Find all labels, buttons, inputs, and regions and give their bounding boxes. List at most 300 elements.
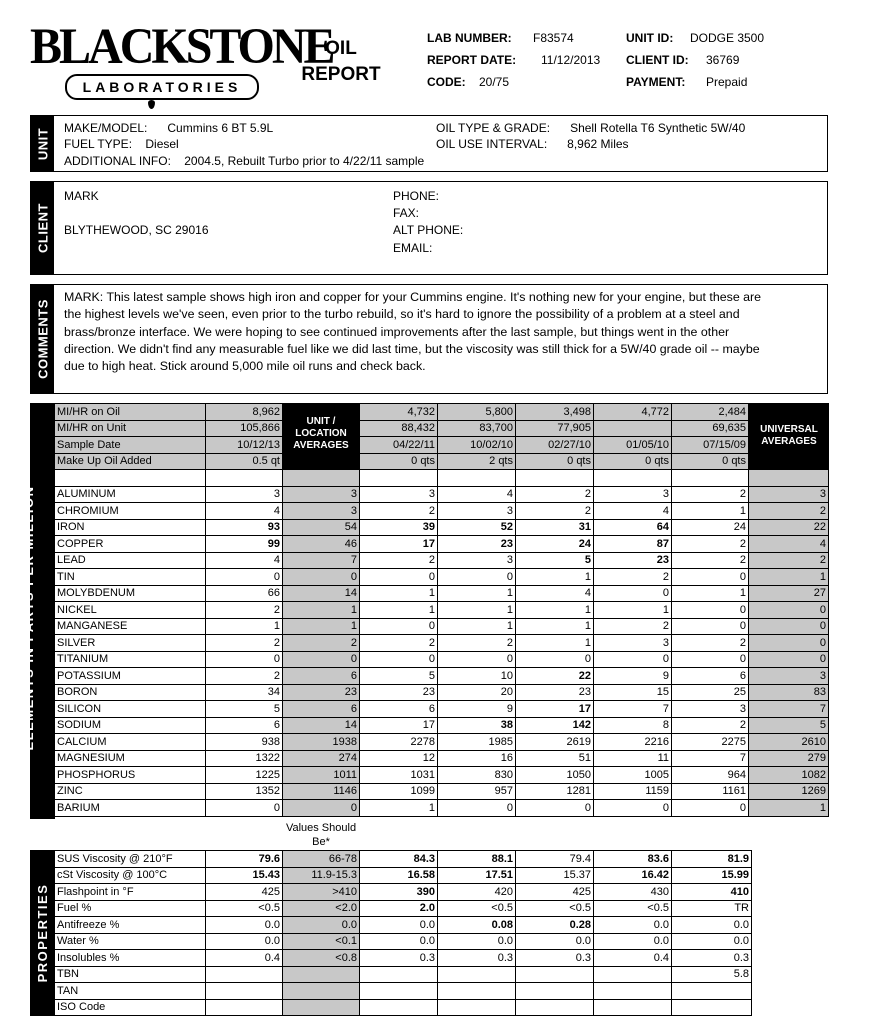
unit-average-value: 1146 xyxy=(283,783,360,800)
sample-value: 0 xyxy=(438,651,516,668)
sample-value: <0.5 xyxy=(594,900,672,917)
spacer-cell xyxy=(206,470,283,487)
sample-value: TR xyxy=(672,900,752,917)
element-row xyxy=(55,717,829,734)
sample-value: 6 xyxy=(360,701,438,718)
spacer-cell xyxy=(55,470,206,487)
sample-value: 17 xyxy=(360,717,438,734)
sample-value: 12 xyxy=(360,750,438,767)
sample-value: 15.37 xyxy=(516,867,594,884)
current-sample-value xyxy=(206,999,283,1016)
client-address: BLYTHEWOOD, SC 29016 xyxy=(64,223,209,237)
client-section: CLIENT MARK BLYTHEWOOD, SC 29016 PHONE: FAX: ALT PHONE: EMAIL: xyxy=(30,181,828,275)
sample-value: 3 xyxy=(438,552,516,569)
unit-average-value: 274 xyxy=(283,750,360,767)
sample-value: 0 xyxy=(516,651,594,668)
sample-value: 1159 xyxy=(594,783,672,800)
sample-value: 84.3 xyxy=(360,851,438,868)
sample-value: 964 xyxy=(672,767,749,784)
universal-average-value: 279 xyxy=(749,750,829,767)
sample-value: 04/22/11 xyxy=(360,437,438,454)
universal-average-value: 2610 xyxy=(749,734,829,751)
sample-value: 0.3 xyxy=(438,950,516,967)
current-sample-value: 1352 xyxy=(206,783,283,800)
current-sample-value: 938 xyxy=(206,734,283,751)
current-sample-value: 0 xyxy=(206,569,283,586)
element-name: TITANIUM xyxy=(55,651,206,668)
sample-value: 77,905 xyxy=(516,420,594,437)
element-name: MAGNESIUM xyxy=(55,750,206,767)
sample-value: 2.0 xyxy=(360,900,438,917)
sample-value: 2216 xyxy=(594,734,672,751)
comments-text: MARK: This latest sample shows high iron and copper for your Cummins engine. It's nothing new for your engine, but these are the highest levels we've seen, even prior to the turbo rebuild, so it's hard to ignore the possibility of a problem at a steel and brass/bronze interface. We were hoping to see continued improvements after the last sample, but things went in the other direction. We didn't find any measurable fuel like we did last time, but the viscosity was still thick for a 5W/40 grade oil -- maybe due to high heat. Stick around 5,000 mile oil runs and check back. xyxy=(64,290,762,374)
header-left-fields: LAB NUMBER: F83574 REPORT DATE: 11/12/2013 CODE: 20/75 xyxy=(427,31,601,89)
sample-value: 07/15/09 xyxy=(672,437,749,454)
universal-average-value: 1082 xyxy=(749,767,829,784)
row-label: Make Up Oil Added xyxy=(55,453,206,470)
sample-value: 1 xyxy=(516,618,594,635)
element-name: BORON xyxy=(55,684,206,701)
current-sample-value: 93 xyxy=(206,519,283,536)
expected-range-value xyxy=(283,999,360,1016)
sample-value: 1 xyxy=(438,585,516,602)
report-date: 11/12/2013 xyxy=(541,53,601,67)
sample-value: 2 xyxy=(360,503,438,520)
sample-value: 0.0 xyxy=(360,917,438,934)
client-side-label: CLIENT xyxy=(31,182,54,274)
unit-average-value: 1011 xyxy=(283,767,360,784)
element-name: ALUMINUM xyxy=(55,486,206,503)
sample-value: 16.42 xyxy=(594,867,672,884)
sample-value: 420 xyxy=(438,884,516,901)
expected-range-value: <0.8 xyxy=(283,950,360,967)
property-row xyxy=(55,851,752,868)
sample-value: 2 xyxy=(360,552,438,569)
unit-average-value: 3 xyxy=(283,486,360,503)
unit-average-value: 54 xyxy=(283,519,360,536)
report-title: OIL REPORT xyxy=(301,38,381,85)
sample-value: 4 xyxy=(438,486,516,503)
sample-info-row xyxy=(55,437,829,454)
universal-average-value: 22 xyxy=(749,519,829,536)
sample-value xyxy=(438,966,516,983)
sample-value: 1031 xyxy=(360,767,438,784)
blackstone-logo xyxy=(30,18,333,110)
property-name: SUS Viscosity @ 210°F xyxy=(55,851,206,868)
lab-number: F83574 xyxy=(533,31,574,45)
sample-value: 2 xyxy=(594,569,672,586)
element-row xyxy=(55,651,829,668)
sample-value: 31 xyxy=(516,519,594,536)
sample-value: 52 xyxy=(438,519,516,536)
sample-value: 390 xyxy=(360,884,438,901)
sample-value: 0 qts xyxy=(594,453,672,470)
universal-average-value: 0 xyxy=(749,651,829,668)
sample-value: 0.0 xyxy=(360,933,438,950)
sample-value: 2619 xyxy=(516,734,594,751)
element-name: SILVER xyxy=(55,635,206,652)
sample-value: 10/02/10 xyxy=(438,437,516,454)
current-sample-value: 0.5 qt xyxy=(206,453,283,470)
property-row xyxy=(55,884,752,901)
unit-section: UNIT MAKE/MODEL: Cummins 6 BT 5.9L FUEL TYPE: Diesel ADDITIONAL INFO: 2004.5, Rebuilt Turbo prior to 4/22/11 sample OIL TYPE & GRADE: Shell Rotella T6 Synthetic 5W/40 OIL USE INTERVAL: 8,962 Miles xyxy=(30,115,828,172)
current-sample-value: <0.5 xyxy=(206,900,283,917)
unit-location-averages-header: UNIT / LOCATION AVERAGES xyxy=(283,404,359,470)
sample-value: 0 xyxy=(672,800,749,817)
sample-value: 0 qts xyxy=(672,453,749,470)
sample-value: 51 xyxy=(516,750,594,767)
property-name: TBN xyxy=(55,966,206,983)
universal-average-value: 3 xyxy=(749,668,829,685)
sample-value: 23 xyxy=(438,536,516,553)
element-name: COPPER xyxy=(55,536,206,553)
sample-value: 410 xyxy=(672,884,752,901)
sample-value: 2 xyxy=(594,618,672,635)
sample-value: 3 xyxy=(360,486,438,503)
sample-value: 0 xyxy=(594,585,672,602)
sample-value: 2 xyxy=(672,635,749,652)
sample-value: 25 xyxy=(672,684,749,701)
current-sample-value: 425 xyxy=(206,884,283,901)
expected-range-value: >410 xyxy=(283,884,360,901)
sample-value: 0.0 xyxy=(594,933,672,950)
sample-value: 1 xyxy=(516,569,594,586)
properties-table xyxy=(54,850,752,1016)
property-name: ISO Code xyxy=(55,999,206,1016)
oil-interval: 8,962 Miles xyxy=(567,137,629,151)
property-name: cSt Viscosity @ 100°C xyxy=(55,867,206,884)
universal-average-value: 7 xyxy=(749,701,829,718)
universal-average-value: 5 xyxy=(749,717,829,734)
expected-range-value xyxy=(283,983,360,1000)
element-row xyxy=(55,767,829,784)
sample-value: 2 xyxy=(672,486,749,503)
sample-value xyxy=(516,983,594,1000)
sample-value: 0 xyxy=(594,651,672,668)
property-name: Water % xyxy=(55,933,206,950)
sample-value: 9 xyxy=(438,701,516,718)
element-row xyxy=(55,635,829,652)
sample-value xyxy=(672,999,752,1016)
current-sample-value: 0 xyxy=(206,800,283,817)
sample-value: 17 xyxy=(516,701,594,718)
element-row xyxy=(55,750,829,767)
values-should-be-label: Values Should Be* xyxy=(285,822,357,848)
sample-value: 1985 xyxy=(438,734,516,751)
elements-table xyxy=(54,403,829,817)
expected-range-value: <0.1 xyxy=(283,933,360,950)
elements-side-label: ELEMENTS IN PARTS PER MILLION xyxy=(21,485,36,751)
sample-value: 22 xyxy=(516,668,594,685)
sample-value: 9 xyxy=(594,668,672,685)
sample-value: 88.1 xyxy=(438,851,516,868)
sample-value: 1161 xyxy=(672,783,749,800)
expected-range-value: 11.9-15.3 xyxy=(283,867,360,884)
sample-value: 0.3 xyxy=(516,950,594,967)
sample-value xyxy=(516,966,594,983)
unit-id: DODGE 3500 xyxy=(690,31,765,45)
spacer-cell xyxy=(672,470,749,487)
sample-value: 3 xyxy=(594,486,672,503)
sample-value: 2 xyxy=(516,486,594,503)
sample-value xyxy=(360,983,438,1000)
unit-average-value: 0 xyxy=(283,800,360,817)
sample-value: 2 xyxy=(672,536,749,553)
sample-value: 2 xyxy=(672,717,749,734)
row-label: MI/HR on Unit xyxy=(55,420,206,437)
sample-value: 4 xyxy=(516,585,594,602)
sample-value: 7 xyxy=(594,701,672,718)
client-id: 36769 xyxy=(706,53,740,67)
sample-value xyxy=(438,983,516,1000)
universal-average-value: 4 xyxy=(749,536,829,553)
current-sample-value: 2 xyxy=(206,602,283,619)
element-row xyxy=(55,783,829,800)
unit-average-value: 1 xyxy=(283,618,360,635)
sample-value: 17.51 xyxy=(438,867,516,884)
sample-value: <0.5 xyxy=(438,900,516,917)
sample-value: 0.0 xyxy=(516,933,594,950)
properties-side-label: PROPERTIES xyxy=(35,883,50,983)
logo-subtitle: LABORATORIES xyxy=(65,74,259,100)
sample-value: 1005 xyxy=(594,767,672,784)
unit-average-value: 2 xyxy=(283,635,360,652)
comments-section xyxy=(30,284,828,394)
sample-value: 16.58 xyxy=(360,867,438,884)
element-name: SODIUM xyxy=(55,717,206,734)
universal-average-value: 1 xyxy=(749,569,829,586)
sample-value: 69,635 xyxy=(672,420,749,437)
unit-average-value: 46 xyxy=(283,536,360,553)
spacer-cell xyxy=(283,470,360,487)
unit-average-value: 3 xyxy=(283,503,360,520)
sample-value xyxy=(360,966,438,983)
sample-value: 23 xyxy=(360,684,438,701)
current-sample-value: 0.0 xyxy=(206,917,283,934)
sample-value: 83.6 xyxy=(594,851,672,868)
sample-value: 23 xyxy=(516,684,594,701)
current-sample-value: 3 xyxy=(206,486,283,503)
sample-value: 0 xyxy=(672,602,749,619)
sample-value: 0.3 xyxy=(360,950,438,967)
element-name: MANGANESE xyxy=(55,618,206,635)
universal-average-value: 1 xyxy=(749,800,829,817)
element-name: BARIUM xyxy=(55,800,206,817)
sample-value: 0.0 xyxy=(438,933,516,950)
sample-value: 2 xyxy=(672,552,749,569)
sample-value: 02/27/10 xyxy=(516,437,594,454)
element-row xyxy=(55,552,829,569)
sample-value: 0 xyxy=(438,800,516,817)
universal-average-value: 0 xyxy=(749,635,829,652)
universal-average-value: 2 xyxy=(749,552,829,569)
unit-average-value: 1938 xyxy=(283,734,360,751)
sample-value: 0.0 xyxy=(672,917,752,934)
unit-average-value: 14 xyxy=(283,717,360,734)
element-row xyxy=(55,486,829,503)
element-row xyxy=(55,519,829,536)
sample-value: 0 xyxy=(516,800,594,817)
current-sample-value: 0.0 xyxy=(206,933,283,950)
sample-value: 0.0 xyxy=(594,917,672,934)
current-sample-value: 1 xyxy=(206,618,283,635)
additional-info: 2004.5, Rebuilt Turbo prior to 4/22/11 sample xyxy=(184,154,425,168)
sample-value: 5.8 xyxy=(672,966,752,983)
sample-value: 81.9 xyxy=(672,851,752,868)
row-label: Sample Date xyxy=(55,437,206,454)
sample-value: 0 xyxy=(594,800,672,817)
element-name: IRON xyxy=(55,519,206,536)
code: 20/75 xyxy=(479,75,510,89)
fuel-type: Diesel xyxy=(145,137,179,151)
unit-average-value: 6 xyxy=(283,668,360,685)
sample-value: 3 xyxy=(594,635,672,652)
element-name: CALCIUM xyxy=(55,734,206,751)
element-row xyxy=(55,618,829,635)
sample-value: 1099 xyxy=(360,783,438,800)
sample-value: 0.3 xyxy=(672,950,752,967)
sample-value: 6 xyxy=(672,668,749,685)
sample-value: 3 xyxy=(438,503,516,520)
spacer-row xyxy=(55,470,829,487)
logo-wordmark: BLACKSTONE xyxy=(30,18,333,75)
sample-value: 4,732 xyxy=(360,404,438,421)
unit-average-value: 0 xyxy=(283,569,360,586)
sample-value: 7 xyxy=(672,750,749,767)
current-sample-value: 8,962 xyxy=(206,404,283,421)
element-name: SILICON xyxy=(55,701,206,718)
property-name: Flashpoint in °F xyxy=(55,884,206,901)
sample-value: 4,772 xyxy=(594,404,672,421)
sample-value: 2 qts xyxy=(438,453,516,470)
payment: Prepaid xyxy=(706,75,748,89)
sample-value: 8 xyxy=(594,717,672,734)
sample-value: 15.99 xyxy=(672,867,752,884)
sample-value: <0.5 xyxy=(516,900,594,917)
sample-value: 1050 xyxy=(516,767,594,784)
oil-type: Shell Rotella T6 Synthetic 5W/40 xyxy=(570,121,746,135)
sample-value: 64 xyxy=(594,519,672,536)
sample-value: 830 xyxy=(438,767,516,784)
current-sample-value: 1225 xyxy=(206,767,283,784)
sample-value: 2275 xyxy=(672,734,749,751)
sample-value: 430 xyxy=(594,884,672,901)
sample-value: 0.28 xyxy=(516,917,594,934)
property-name: Antifreeze % xyxy=(55,917,206,934)
sample-value: 87 xyxy=(594,536,672,553)
universal-average-value: 0 xyxy=(749,618,829,635)
element-row xyxy=(55,569,829,586)
unit-average-value: 23 xyxy=(283,684,360,701)
sample-value xyxy=(516,999,594,1016)
universal-averages-header: UNIVERSAL AVERAGES xyxy=(750,404,828,470)
sample-value: 24 xyxy=(516,536,594,553)
element-row xyxy=(55,684,829,701)
spacer-cell xyxy=(360,470,438,487)
sample-value: 0 xyxy=(672,569,749,586)
sample-value: 0.4 xyxy=(594,950,672,967)
current-sample-value xyxy=(206,983,283,1000)
sample-value: 0.0 xyxy=(672,933,752,950)
sample-value: 1 xyxy=(438,618,516,635)
universal-average-value: 27 xyxy=(749,585,829,602)
universal-average-value: 83 xyxy=(749,684,829,701)
sample-value: 2 xyxy=(360,635,438,652)
current-sample-value: 99 xyxy=(206,536,283,553)
sample-value: 957 xyxy=(438,783,516,800)
current-sample-value: 5 xyxy=(206,701,283,718)
sample-value: 10 xyxy=(438,668,516,685)
sample-value: 1 xyxy=(516,602,594,619)
property-row xyxy=(55,867,752,884)
current-sample-value: 1322 xyxy=(206,750,283,767)
sample-value: 4 xyxy=(594,503,672,520)
sample-value: 17 xyxy=(360,536,438,553)
current-sample-value: 15.43 xyxy=(206,867,283,884)
spacer-cell xyxy=(594,470,672,487)
current-sample-value: 66 xyxy=(206,585,283,602)
sample-value xyxy=(594,999,672,1016)
element-name: NICKEL xyxy=(55,602,206,619)
spacer-cell xyxy=(749,470,829,487)
element-row xyxy=(55,536,829,553)
sample-value: 79.4 xyxy=(516,851,594,868)
client-name: MARK xyxy=(64,189,99,203)
property-row xyxy=(55,966,752,983)
sample-value xyxy=(594,966,672,983)
sample-value xyxy=(594,983,672,1000)
expected-range-value: 66-78 xyxy=(283,851,360,868)
make-model: Cummins 6 BT 5.9L xyxy=(167,121,274,135)
property-name: Insolubles % xyxy=(55,950,206,967)
element-name: CHROMIUM xyxy=(55,503,206,520)
sample-value: 5 xyxy=(516,552,594,569)
sample-value: 88,432 xyxy=(360,420,438,437)
current-sample-value: 79.6 xyxy=(206,851,283,868)
current-sample-value: 34 xyxy=(206,684,283,701)
universal-average-value: 3 xyxy=(749,486,829,503)
unit-average-value: 0 xyxy=(283,651,360,668)
sample-value: 142 xyxy=(516,717,594,734)
property-name: Fuel % xyxy=(55,900,206,917)
sample-value xyxy=(672,983,752,1000)
current-sample-value: 10/12/13 xyxy=(206,437,283,454)
element-name: PHOSPHORUS xyxy=(55,767,206,784)
sample-value: 0.08 xyxy=(438,917,516,934)
element-name: LEAD xyxy=(55,552,206,569)
element-row xyxy=(55,734,829,751)
sample-value: 01/05/10 xyxy=(594,437,672,454)
universal-average-value: 1269 xyxy=(749,783,829,800)
spacer-cell xyxy=(438,470,516,487)
sample-value: 3 xyxy=(672,701,749,718)
property-row xyxy=(55,999,752,1016)
sample-info-row xyxy=(55,420,829,437)
expected-range-value xyxy=(283,966,360,983)
sample-info-row xyxy=(55,453,829,470)
sample-value: 0 qts xyxy=(360,453,438,470)
sample-value: 2278 xyxy=(360,734,438,751)
element-row xyxy=(55,800,829,817)
sample-value: 1 xyxy=(672,503,749,520)
element-row xyxy=(55,585,829,602)
sample-value: 16 xyxy=(438,750,516,767)
sample-value: 11 xyxy=(594,750,672,767)
sample-value: 5,800 xyxy=(438,404,516,421)
sample-value: 5 xyxy=(360,668,438,685)
sample-value: 1 xyxy=(672,585,749,602)
current-sample-value: 0 xyxy=(206,651,283,668)
